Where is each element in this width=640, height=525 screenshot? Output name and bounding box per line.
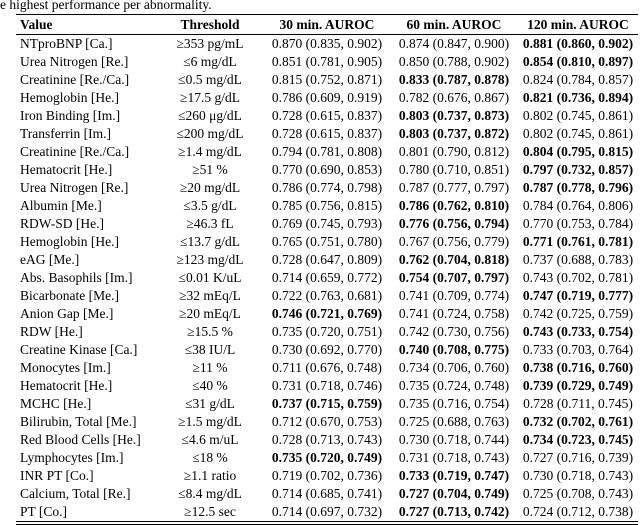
cell-auroc-120: 0.742 (0.725, 0.759) bbox=[522, 306, 634, 321]
cell-value: Transferrin [Im.] bbox=[20, 126, 111, 141]
cell-threshold: ≥20 mg/dL bbox=[179, 180, 241, 195]
cell-auroc-120: 0.727 (0.716, 0.739) bbox=[522, 450, 634, 465]
cell-auroc-30: 0.728 (0.647, 0.809) bbox=[271, 252, 383, 267]
cell-auroc-120: 0.854 (0.810, 0.897) bbox=[522, 54, 634, 69]
cell-auroc-120: 0.738 (0.716, 0.760) bbox=[522, 360, 634, 375]
cell-value: MCHC [He.] bbox=[20, 396, 92, 411]
cell-auroc-30: 0.711 (0.676, 0.748) bbox=[272, 360, 382, 375]
cell-auroc-120: 0.770 (0.753, 0.784) bbox=[522, 216, 634, 231]
cell-threshold: ≤13.7 g/dL bbox=[180, 234, 240, 249]
header-auroc-60: 60 min. AUROC bbox=[406, 17, 502, 32]
cell-auroc-120: 0.734 (0.723, 0.745) bbox=[522, 432, 634, 447]
cell-auroc-30: 0.770 (0.690, 0.853) bbox=[271, 162, 383, 177]
table-row bbox=[16, 197, 638, 215]
cell-auroc-120: 0.724 (0.712, 0.738) bbox=[522, 504, 634, 519]
cell-auroc-30: 0.785 (0.756, 0.815) bbox=[271, 198, 383, 213]
table-row bbox=[16, 251, 638, 269]
cell-auroc-60: 0.874 (0.847, 0.900) bbox=[398, 36, 510, 51]
table-row bbox=[16, 35, 638, 54]
cell-auroc-30: 0.870 (0.835, 0.902) bbox=[271, 36, 383, 51]
cell-value: Hematocrit [He.] bbox=[20, 378, 113, 393]
cell-auroc-60: 0.803 (0.737, 0.873) bbox=[398, 108, 510, 123]
cell-auroc-120: 0.725 (0.708, 0.743) bbox=[522, 486, 634, 501]
cell-threshold: ≥51 % bbox=[192, 162, 228, 177]
table-row bbox=[16, 269, 638, 287]
table-row bbox=[16, 341, 638, 359]
cell-threshold: ≥1.5 mg/dL bbox=[178, 414, 242, 429]
table-row bbox=[16, 71, 638, 89]
cell-auroc-120: 0.730 (0.718, 0.743) bbox=[522, 468, 634, 483]
table-row bbox=[16, 431, 638, 449]
cell-threshold: ≤4.6 m/uL bbox=[181, 432, 239, 447]
table-row bbox=[16, 89, 638, 107]
auroc-table bbox=[16, 15, 638, 521]
cell-threshold: ≥123 mg/dL bbox=[176, 252, 244, 267]
cell-threshold: ≤38 IU/L bbox=[184, 342, 236, 357]
cell-auroc-60: 0.735 (0.716, 0.754) bbox=[398, 396, 510, 411]
table-row bbox=[16, 107, 638, 125]
cell-value: Urea Nitrogen [Re.] bbox=[20, 180, 129, 195]
cell-auroc-60: 0.850 (0.788, 0.902) bbox=[398, 54, 510, 69]
table-body bbox=[16, 35, 638, 522]
cell-auroc-120: 0.881 (0.860, 0.902) bbox=[522, 36, 634, 51]
table-caption: e highest performance per abnormality. bbox=[0, 0, 212, 12]
cell-threshold: ≥32 mEq/L bbox=[179, 288, 241, 303]
header-auroc-120: 120 min. AUROC bbox=[527, 17, 629, 32]
cell-auroc-120: 0.787 (0.778, 0.796) bbox=[522, 180, 634, 195]
cell-threshold: ≥46.3 fL bbox=[186, 216, 234, 231]
cell-auroc-30: 0.746 (0.721, 0.769) bbox=[271, 306, 383, 321]
cell-auroc-120: 0.771 (0.761, 0.781) bbox=[522, 234, 634, 249]
table-row bbox=[16, 143, 638, 161]
table-row bbox=[16, 449, 638, 467]
cell-threshold: ≤8.4 mg/dL bbox=[178, 486, 242, 501]
cell-value: Iron Binding [Im.] bbox=[20, 108, 121, 123]
cell-auroc-30: 0.786 (0.774, 0.798) bbox=[271, 180, 383, 195]
table-row bbox=[16, 413, 638, 431]
cell-auroc-60: 0.740 (0.708, 0.775) bbox=[398, 342, 510, 357]
header-auroc-30: 30 min. AUROC bbox=[279, 17, 375, 32]
cell-auroc-120: 0.737 (0.688, 0.783) bbox=[522, 252, 634, 267]
cell-auroc-30: 0.728 (0.615, 0.837) bbox=[271, 126, 383, 141]
cell-auroc-30: 0.851 (0.781, 0.905) bbox=[271, 54, 383, 69]
table-row bbox=[16, 233, 638, 251]
cell-threshold: ≤0.01 K/uL bbox=[178, 270, 242, 285]
header-row bbox=[16, 15, 638, 35]
table-row bbox=[16, 467, 638, 485]
cell-auroc-30: 0.769 (0.745, 0.793) bbox=[271, 216, 383, 231]
cell-auroc-60: 0.786 (0.762, 0.810) bbox=[398, 198, 510, 213]
cell-auroc-60: 0.782 (0.676, 0.867) bbox=[398, 90, 510, 105]
table-row bbox=[16, 179, 638, 197]
cell-threshold: ≤6 mg/dL bbox=[183, 54, 237, 69]
cell-auroc-120: 0.732 (0.702, 0.761) bbox=[522, 414, 634, 429]
cell-value: Urea Nitrogen [Re.] bbox=[20, 54, 129, 69]
cell-value: Bilirubin, Total [Me.] bbox=[20, 414, 137, 429]
cell-threshold: ≥12.5 sec bbox=[184, 504, 236, 519]
header-value: Value bbox=[20, 17, 53, 32]
cell-threshold: ≤40 % bbox=[192, 378, 228, 393]
cell-auroc-120: 0.804 (0.795, 0.815) bbox=[522, 144, 634, 159]
cell-value: eAG [Me.] bbox=[20, 252, 80, 267]
cell-threshold: ≤18 % bbox=[192, 450, 228, 465]
cell-auroc-30: 0.719 (0.702, 0.736) bbox=[271, 468, 383, 483]
cell-auroc-60: 0.787 (0.777, 0.797) bbox=[398, 180, 510, 195]
cell-value: Red Blood Cells [He.] bbox=[20, 432, 141, 447]
table-row bbox=[16, 323, 638, 341]
cell-value: Creatinine [Re./Ca.] bbox=[20, 144, 130, 159]
cell-auroc-30: 0.735 (0.720, 0.749) bbox=[271, 450, 383, 465]
table-row bbox=[16, 125, 638, 143]
cell-auroc-60: 0.742 (0.730, 0.756) bbox=[398, 324, 510, 339]
cell-auroc-30: 0.712 (0.670, 0.753) bbox=[271, 414, 383, 429]
cell-auroc-60: 0.776 (0.756, 0.794) bbox=[398, 216, 510, 231]
cell-auroc-60: 0.741 (0.724, 0.758) bbox=[398, 306, 510, 321]
cell-auroc-60: 0.767 (0.756, 0.779) bbox=[398, 234, 510, 249]
cell-auroc-120: 0.802 (0.745, 0.861) bbox=[522, 108, 634, 123]
table-row bbox=[16, 287, 638, 305]
cell-auroc-60: 0.734 (0.706, 0.760) bbox=[398, 360, 510, 375]
cell-auroc-120: 0.728 (0.711, 0.745) bbox=[523, 396, 633, 411]
cell-threshold: ≤3.5 g/dL bbox=[183, 198, 237, 213]
cell-auroc-60: 0.833 (0.787, 0.878) bbox=[398, 72, 510, 87]
cell-value: INR PT [Co.] bbox=[20, 468, 94, 483]
cell-threshold: ≥1.1 ratio bbox=[183, 468, 237, 483]
table-row bbox=[16, 53, 638, 71]
cell-auroc-30: 0.737 (0.715, 0.759) bbox=[271, 396, 383, 411]
cell-auroc-60: 0.762 (0.704, 0.818) bbox=[398, 252, 510, 267]
bottom-rule bbox=[16, 521, 638, 522]
cell-auroc-30: 0.728 (0.713, 0.743) bbox=[271, 432, 383, 447]
table-row bbox=[16, 359, 638, 377]
table-row bbox=[16, 305, 638, 323]
cell-value: PT [Co.] bbox=[20, 504, 68, 519]
cell-threshold: ≥15.5 % bbox=[187, 324, 233, 339]
cell-value: Hematocrit [He.] bbox=[20, 162, 113, 177]
cell-auroc-30: 0.722 (0.763, 0.681) bbox=[271, 288, 383, 303]
cell-value: Hemoglobin [He.] bbox=[20, 234, 119, 249]
cell-auroc-30: 0.714 (0.697, 0.732) bbox=[271, 504, 383, 519]
cell-auroc-60: 0.754 (0.707, 0.797) bbox=[398, 270, 510, 285]
cell-auroc-30: 0.728 (0.615, 0.837) bbox=[271, 108, 383, 123]
cell-auroc-30: 0.815 (0.752, 0.871) bbox=[271, 72, 383, 87]
cell-auroc-60: 0.725 (0.688, 0.763) bbox=[398, 414, 510, 429]
cell-auroc-60: 0.727 (0.704, 0.749) bbox=[398, 486, 510, 501]
cell-value: Creatine Kinase [Ca.] bbox=[20, 342, 138, 357]
cell-auroc-60: 0.801 (0.790, 0.812) bbox=[398, 144, 510, 159]
cell-auroc-60: 0.741 (0.709, 0.774) bbox=[398, 288, 510, 303]
cell-threshold: ≤200 mg/dL bbox=[176, 126, 244, 141]
cell-value: Creatinine [Re./Ca.] bbox=[20, 72, 130, 87]
cell-threshold: ≥17.5 g/dL bbox=[180, 90, 240, 105]
cell-auroc-60: 0.731 (0.718, 0.743) bbox=[398, 450, 510, 465]
cell-auroc-120: 0.802 (0.745, 0.861) bbox=[522, 126, 634, 141]
cell-auroc-60: 0.780 (0.710, 0.851) bbox=[398, 162, 510, 177]
cell-threshold: ≤260 μg/dL bbox=[178, 108, 242, 123]
cell-value: Calcium, Total [Re.] bbox=[20, 486, 131, 501]
table-row bbox=[16, 377, 638, 395]
cell-value: Bicarbonate [Me.] bbox=[20, 288, 119, 303]
cell-auroc-120: 0.739 (0.729, 0.749) bbox=[522, 378, 634, 393]
cell-auroc-60: 0.727 (0.713, 0.742) bbox=[398, 504, 510, 519]
cell-value: NTproBNP [Ca.] bbox=[20, 36, 113, 51]
cell-value: Anion Gap [Me.] bbox=[20, 306, 114, 321]
header-threshold: Threshold bbox=[180, 17, 240, 32]
cell-threshold: ≥1.4 mg/dL bbox=[178, 144, 242, 159]
cell-auroc-30: 0.794 (0.781, 0.808) bbox=[271, 144, 383, 159]
cell-threshold: ≥20 mEq/L bbox=[179, 306, 241, 321]
cell-auroc-30: 0.714 (0.659, 0.772) bbox=[271, 270, 383, 285]
table-row bbox=[16, 395, 638, 413]
table-row bbox=[16, 485, 638, 503]
cell-auroc-120: 0.743 (0.702, 0.781) bbox=[522, 270, 634, 285]
cell-auroc-60: 0.735 (0.724, 0.748) bbox=[398, 378, 510, 393]
cell-auroc-30: 0.786 (0.609, 0.919) bbox=[271, 90, 383, 105]
cell-auroc-30: 0.730 (0.692, 0.770) bbox=[271, 342, 383, 357]
cell-threshold: ≤31 g/dL bbox=[185, 396, 235, 411]
cell-auroc-120: 0.784 (0.764, 0.806) bbox=[522, 198, 634, 213]
cell-auroc-60: 0.733 (0.719, 0.747) bbox=[398, 468, 510, 483]
cell-auroc-120: 0.824 (0.784, 0.857) bbox=[522, 72, 634, 87]
cell-auroc-120: 0.733 (0.703, 0.764) bbox=[522, 342, 634, 357]
cell-auroc-30: 0.714 (0.685, 0.741) bbox=[271, 486, 383, 501]
table-row bbox=[16, 215, 638, 233]
cell-threshold: ≥353 pg/mL bbox=[176, 36, 244, 51]
cell-auroc-60: 0.803 (0.737, 0.872) bbox=[398, 126, 510, 141]
cell-value: Lymphocytes [Im.] bbox=[20, 450, 124, 465]
cell-value: Albumin [Me.] bbox=[20, 198, 102, 213]
cell-threshold: ≤0.5 mg/dL bbox=[178, 72, 242, 87]
cell-auroc-60: 0.730 (0.718, 0.744) bbox=[398, 432, 510, 447]
cell-threshold: ≥11 % bbox=[192, 360, 228, 375]
cell-value: Monocytes [Im.] bbox=[20, 360, 111, 375]
cell-value: RDW-SD [He.] bbox=[20, 216, 104, 231]
cell-value: Abs. Basophils [Im.] bbox=[20, 270, 133, 285]
cell-auroc-30: 0.765 (0.751, 0.780) bbox=[271, 234, 383, 249]
cell-value: Hemoglobin [He.] bbox=[20, 90, 119, 105]
cell-auroc-30: 0.735 (0.720, 0.751) bbox=[271, 324, 383, 339]
auroc-table-container bbox=[16, 14, 638, 525]
cell-auroc-120: 0.747 (0.719, 0.777) bbox=[522, 288, 634, 303]
cell-auroc-120: 0.821 (0.736, 0.894) bbox=[522, 90, 634, 105]
table-row bbox=[16, 503, 638, 521]
cell-auroc-120: 0.743 (0.733, 0.754) bbox=[522, 324, 634, 339]
cell-value: RDW [He.] bbox=[20, 324, 83, 339]
cell-auroc-120: 0.797 (0.732, 0.857) bbox=[522, 162, 634, 177]
cell-auroc-30: 0.731 (0.718, 0.746) bbox=[271, 378, 383, 393]
table-row bbox=[16, 161, 638, 179]
